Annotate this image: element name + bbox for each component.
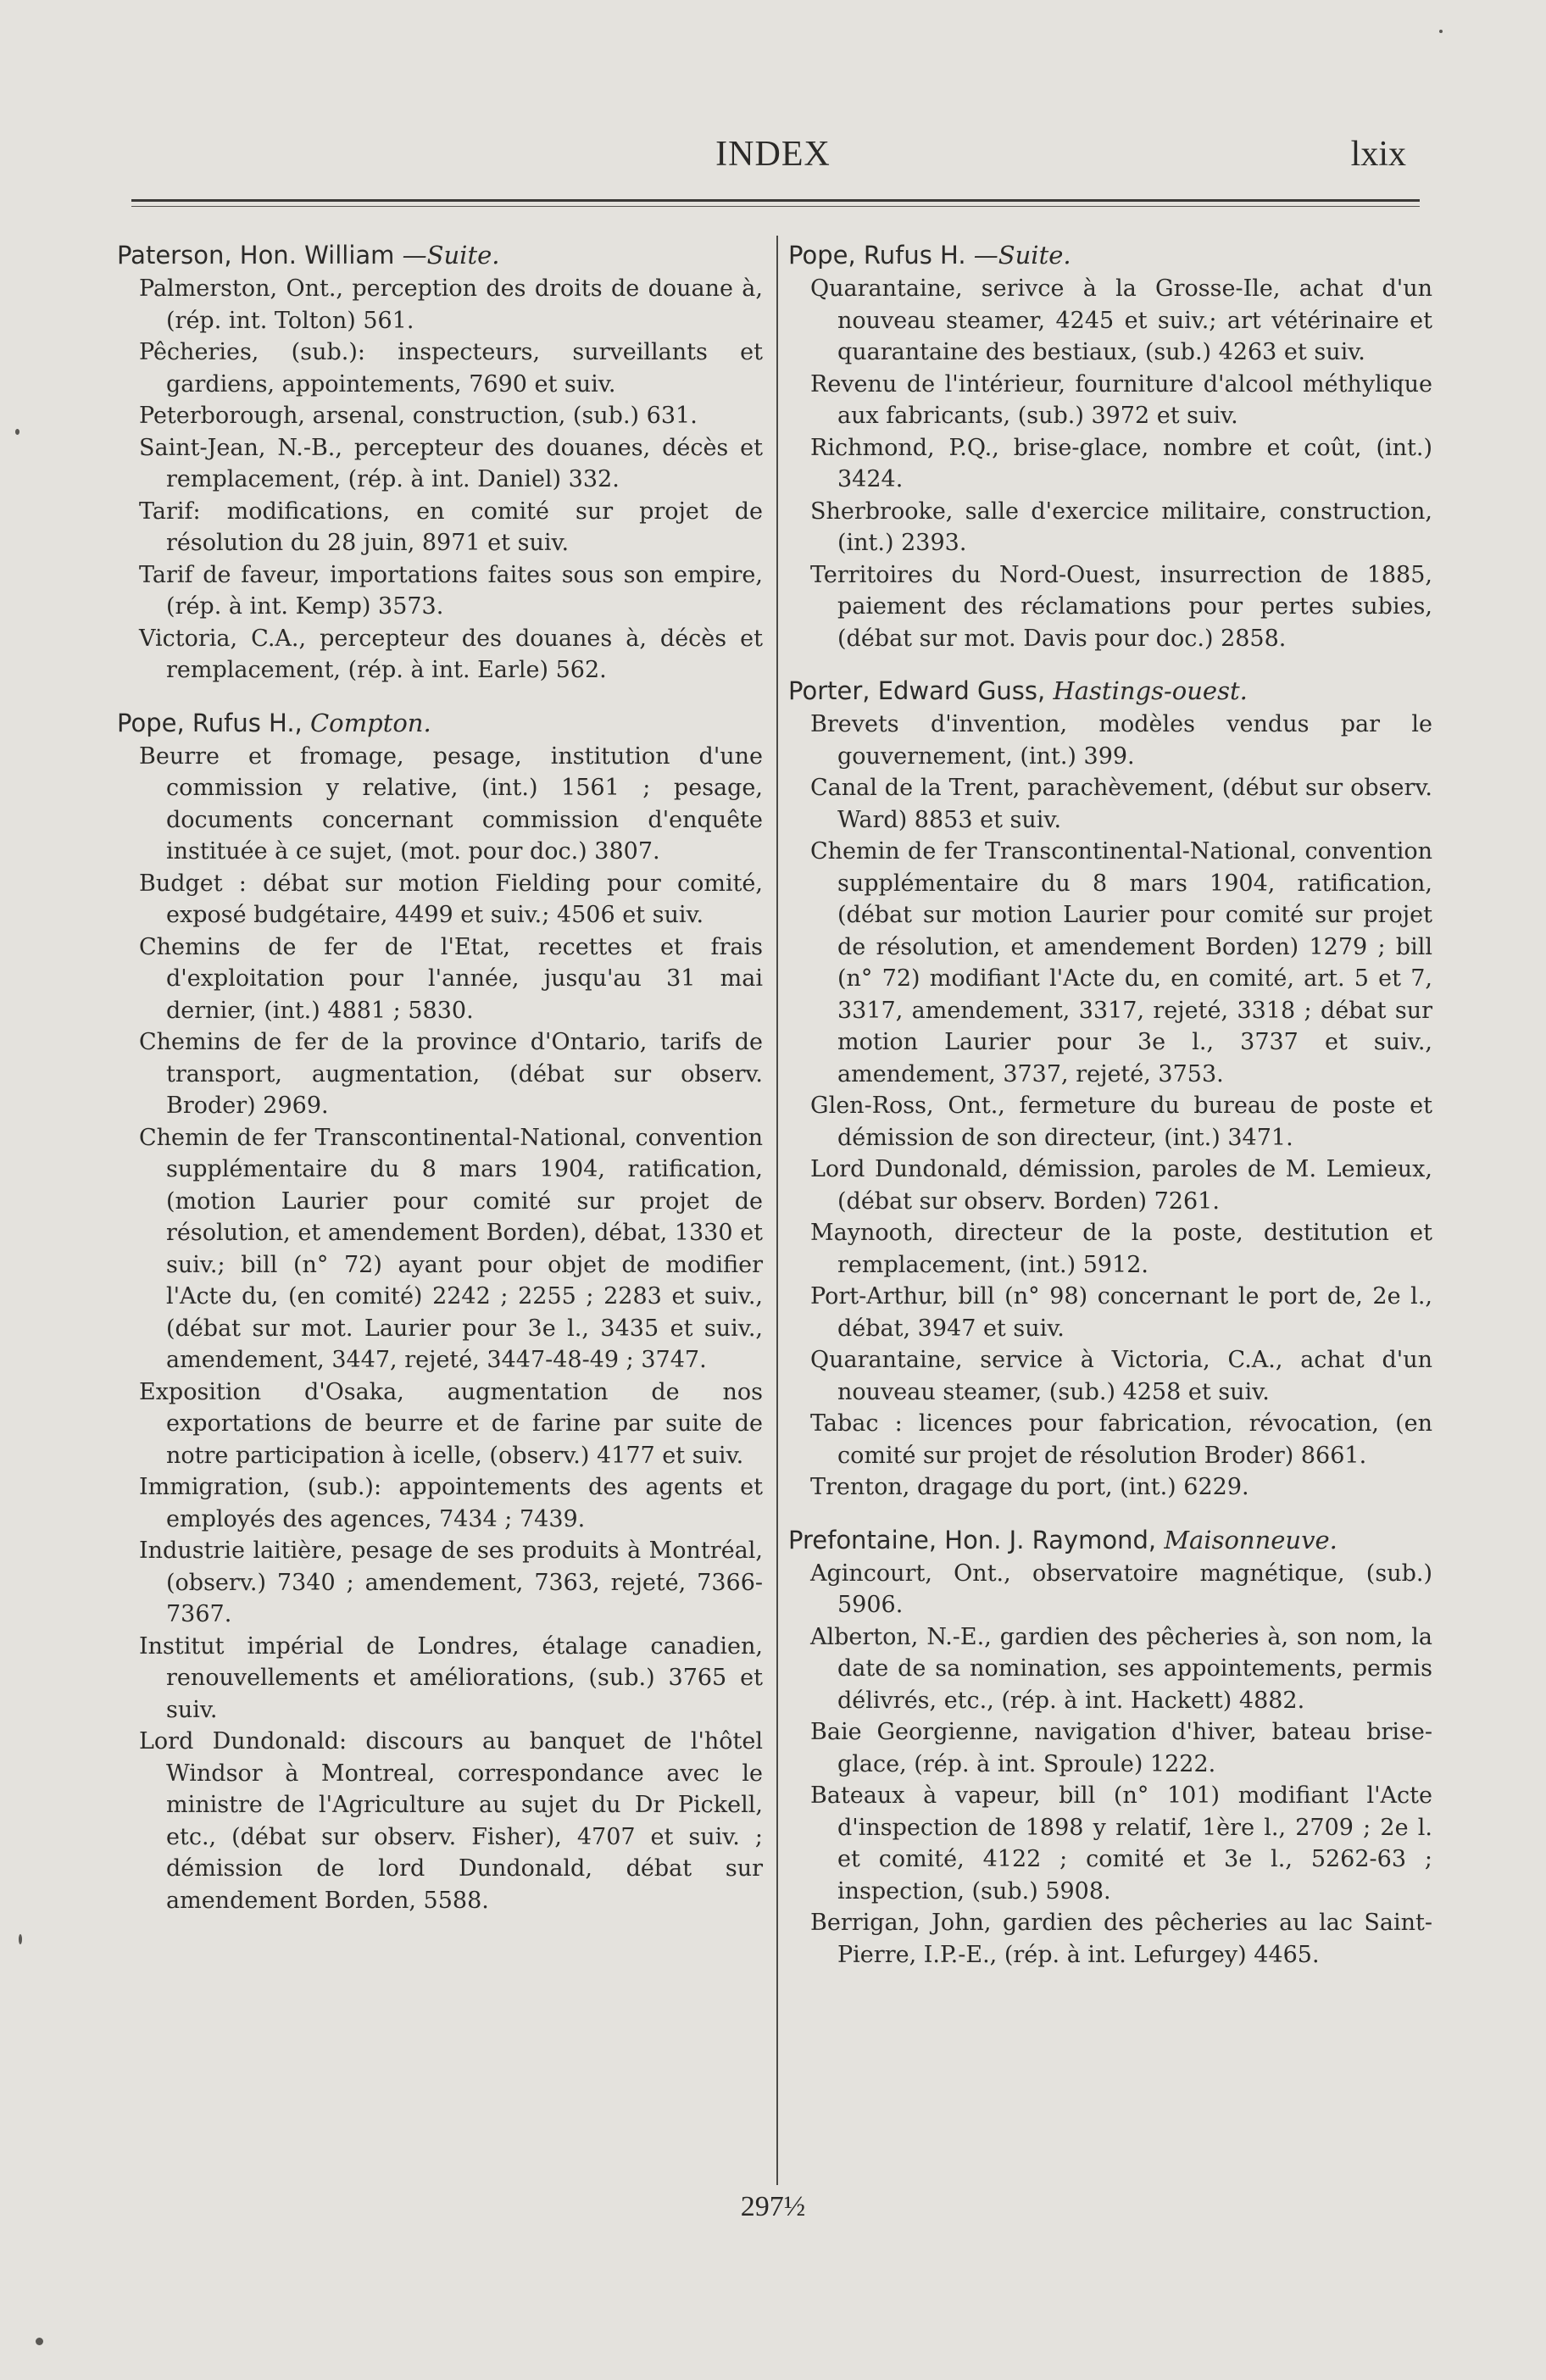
index-entry: Chemin de fer Transcontinental-National, convention supplémentaire du 8 mars 1904, ratification, (débat sur motion Laurier pour comité sur projet de résolution, et amendement Borden) 1279 ; bill (n° 72) modifiant l'Acte du, en comité, art. 5 et 7, 3317, amendement, 3317, rejeté, 3318 ; débat sur motion Laurier pour 3e l., 3737 et suiv., amendement, 3737, rejeté, 3753. bbox=[810, 838, 1432, 1087]
member-heading bbox=[788, 1524, 1432, 1556]
index-entry: Trenton, dragage du port, (int.) 6229. bbox=[810, 1474, 1249, 1500]
member-heading bbox=[117, 239, 763, 271]
index-entry: Pêcheries, (sub.): inspecteurs, surveillants et gardiens, appointements, 7690 et suiv. bbox=[139, 339, 763, 398]
index-entry: Lord Dundonald: discours au banquet de l'hôtel Windsor à Montreal, correspondance avec le ministre de l'Agriculture au sujet du Dr Pickell, etc., (débat sur observ. Fisher), 4707 et suiv. ; démission de lord Dundonald, débat sur amendement Borden, 5588. bbox=[139, 1728, 763, 1914]
index-entry: Richmond, P.Q., brise-glace, nombre et coût, (int.) 3424. bbox=[810, 434, 1432, 492]
entry-list bbox=[788, 1558, 1432, 1971]
right-column bbox=[788, 239, 1432, 1971]
index-entry: Industrie laitière, pesage de ses produits à Montréal, (observ.) 7340 ; amendement, 7363, rejeté, 7366-7367. bbox=[139, 1538, 763, 1627]
index-entry: Quarantaine, serivce à la Grosse-Ile, achat d'un nouveau steamer, 4245 et suiv.; art vétérinaire et quarantaine des bestiaux, (sub.) 4263 et suiv. bbox=[810, 275, 1432, 365]
entry-list bbox=[117, 273, 763, 687]
index-entry: Revenu de l'intérieur, fourniture d'alcool méthylique aux fabricants, (sub.) 3972 et suiv. bbox=[810, 370, 1432, 429]
entry-list bbox=[788, 709, 1432, 1504]
member-riding: Compton. bbox=[309, 708, 431, 737]
block-gap bbox=[788, 1504, 1432, 1524]
page-title: INDEX bbox=[715, 135, 831, 174]
index-block bbox=[788, 675, 1432, 1504]
column-divider bbox=[776, 236, 778, 2185]
index-entry: Canal de la Trent, parachèvement, (début sur observ. Ward) 8853 et suiv. bbox=[810, 775, 1432, 833]
member-riding: Maisonneuve. bbox=[1164, 1525, 1337, 1554]
member-riding: —Suite. bbox=[402, 241, 500, 270]
index-entry: Lord Dundonald, démission, paroles de M. Lemieux, (débat sur observ. Borden) 7261. bbox=[810, 1156, 1432, 1215]
index-entry: Exposition d'Osaka, augmentation de nos exportations de beurre et de farine par suite de notre participation à icelle, (observ.) 4177 et suiv. bbox=[139, 1378, 763, 1469]
index-entry: Saint-Jean, N.-B., percepteur des douanes, décès et remplacement, (rép. à int. Daniel) 332. bbox=[139, 434, 763, 492]
entry-list bbox=[788, 273, 1432, 654]
member-heading bbox=[117, 707, 763, 739]
index-entry: Quarantaine, service à Victoria, C.A., achat d'un nouveau steamer, (sub.) 4258 et suiv. bbox=[810, 1347, 1432, 1405]
member-riding: —Suite. bbox=[973, 241, 1071, 270]
index-entry: Berrigan, John, gardien des pêcheries au lac Saint-Pierre, I.P.-E., (rép. à int. Lefurgey) 4465. bbox=[810, 1910, 1432, 1968]
index-entry: Chemin de fer Transcontinental-National, convention supplémentaire du 8 mars 1904, ratification, (motion Laurier pour comité sur projet de résolution, et amendement Borden), débat, 1330 et suiv.; bill (n° 72) ayant pour objet de modifier l'Acte du, (en comité) 2242 ; 2255 ; 2283 et suiv., (débat sur mot. Laurier pour 3e l., 3435 et suiv., amendement, 3447, rejeté, 3447-48-49 ; 3747. bbox=[139, 1124, 763, 1373]
index-entry: Alberton, N.-E., gardien des pêcheries à, son nom, la date de sa nomination, ses appointements, permis délivrés, etc., (rép. à int. Hackett) 4882. bbox=[810, 1623, 1432, 1714]
page-folio: 297½ bbox=[740, 2191, 806, 2222]
index-entry: Peterborough, arsenal, construction, (sub.) 631. bbox=[139, 403, 698, 429]
block-gap bbox=[117, 687, 763, 707]
member-name: Pope, Rufus H. bbox=[788, 241, 966, 270]
index-entry: Maynooth, directeur de la poste, destitution et remplacement, (int.) 5912. bbox=[810, 1220, 1432, 1278]
header-rule bbox=[131, 199, 1420, 202]
index-entry: Budget : débat sur motion Fielding pour comité, exposé budgétaire, 4499 et suiv.; 4506 et suiv. bbox=[139, 870, 763, 928]
entry-list bbox=[117, 741, 763, 1917]
member-heading bbox=[788, 239, 1432, 271]
member-heading bbox=[788, 675, 1432, 707]
index-entry: Tarif de faveur, importations faites sous son empire, (rép. à int. Kemp) 3573. bbox=[139, 561, 763, 620]
scan-speck bbox=[15, 429, 19, 435]
index-entry: Port-Arthur, bill (n° 98) concernant le port de, 2e l., débat, 3947 et suiv. bbox=[810, 1283, 1432, 1342]
index-entry: Brevets d'invention, modèles vendus par le gouvernement, (int.) 399. bbox=[810, 711, 1432, 770]
index-entry: Palmerston, Ont., perception des droits de douane à, (rép. int. Tolton) 561. bbox=[139, 275, 763, 334]
index-entry: Institut impérial de Londres, étalage canadien, renouvellements et améliorations, (sub.) 3765 et suiv. bbox=[139, 1632, 763, 1723]
member-name: Prefontaine, Hon. J. Raymond, bbox=[788, 1525, 1157, 1554]
scan-speck bbox=[19, 1934, 22, 1944]
member-name: Paterson, Hon. William bbox=[117, 241, 395, 270]
index-block bbox=[788, 239, 1432, 654]
member-name: Porter, Edward Guss, bbox=[788, 676, 1046, 705]
scan-speck bbox=[1439, 30, 1443, 33]
block-gap bbox=[788, 654, 1432, 675]
index-entry: Chemins de fer de la province d'Ontario, tarifs de transport, augmentation, (débat sur observ. Broder) 2969. bbox=[139, 1029, 763, 1119]
page-number: lxix bbox=[1350, 135, 1406, 174]
member-riding: Hastings-ouest. bbox=[1053, 676, 1248, 705]
index-block bbox=[117, 239, 763, 687]
index-entry: Beurre et fromage, pesage, institution d'une commission y relative, (int.) 1561 ; pesage, documents concernant commission d'enquête instituée à ce sujet, (mot. pour doc.) 3807. bbox=[139, 742, 763, 865]
index-entry: Baie Georgienne, navigation d'hiver, bateau brise-glace, (rép. à int. Sproule) 1222. bbox=[810, 1719, 1432, 1777]
index-entry: Chemins de fer de l'Etat, recettes et frais d'exploitation pour l'année, jusqu'au 31 mai dernier, (int.) 4881 ; 5830. bbox=[139, 933, 763, 1024]
index-block bbox=[117, 707, 763, 1917]
index-entry: Bateaux à vapeur, bill (n° 101) modifiant l'Acte d'inspection de 1898 y relatif, 1ère l., 2709 ; 2e l. et comité, 4122 ; comité et 3e l., 5262-63 ; inspection, (sub.) 5908. bbox=[810, 1782, 1432, 1905]
index-entry: Tarif: modifications, en comité sur projet de résolution du 28 juin, 8971 et suiv. bbox=[139, 498, 763, 556]
index-entry: Immigration, (sub.): appointements des agents et employés des agences, 7434 ; 7439. bbox=[139, 1474, 763, 1532]
index-entry: Sherbrooke, salle d'exercice militaire, construction, (int.) 2393. bbox=[810, 498, 1432, 556]
member-name: Pope, Rufus H., bbox=[117, 708, 303, 737]
index-block bbox=[788, 1524, 1432, 1971]
index-entry: Glen-Ross, Ont., fermeture du bureau de poste et démission de son directeur, (int.) 3471. bbox=[810, 1093, 1432, 1151]
index-entry: Tabac : licences pour fabrication, révocation, (en comité sur projet de résolution Broder) 8661. bbox=[810, 1410, 1432, 1469]
scan-speck bbox=[36, 2338, 43, 2345]
left-column bbox=[117, 239, 763, 1916]
index-entry: Agincourt, Ont., observatoire magnétique, (sub.) 5906. bbox=[810, 1560, 1432, 1618]
index-entry: Territoires du Nord-Ouest, insurrection de 1885, paiement des réclamations pour pertes subies, (débat sur mot. Davis pour doc.) 2858. bbox=[810, 561, 1432, 652]
index-entry: Victoria, C.A., percepteur des douanes à, décès et remplacement, (rép. à int. Earle) 562. bbox=[139, 625, 763, 683]
header-rule-thin bbox=[131, 206, 1420, 207]
